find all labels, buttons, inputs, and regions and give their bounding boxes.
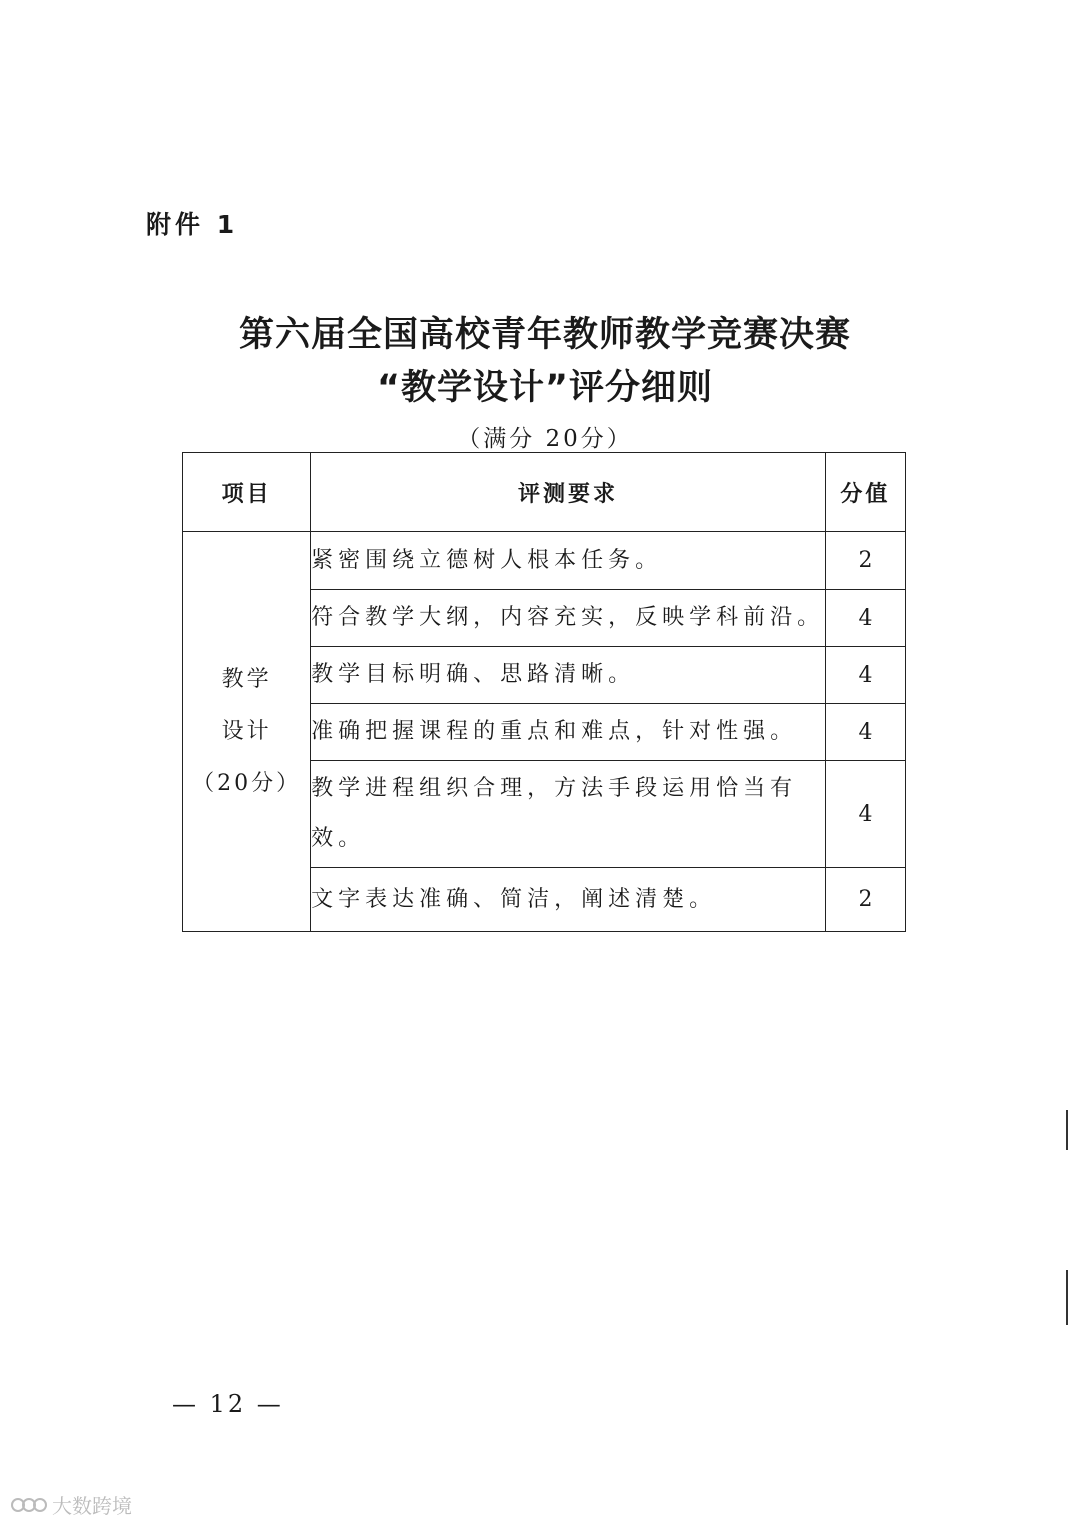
header-item: 项目 (183, 453, 311, 532)
document-title-line1: 第六届全国高校青年教师教学竞赛决赛 (238, 315, 851, 355)
table-header-row (183, 453, 906, 532)
score-cell: 4 (825, 590, 905, 647)
criteria-cell: 文字表达准确、简洁，阐述清楚。 (311, 868, 826, 932)
scoring-rubric-table (182, 452, 906, 932)
item-line: 设计 (221, 718, 272, 744)
header-criteria: 评测要求 (311, 453, 826, 532)
document-subtitle: （满分 20分） (457, 426, 633, 452)
document-title-line2: “教学设计”评分细则 (376, 368, 713, 408)
criteria-cell: 教学目标明确、思路清晰。 (311, 647, 826, 704)
criteria-cell: 符合教学大纲，内容充实，反映学科前沿。 (311, 590, 826, 647)
watermark-text: 大数跨境 (52, 1494, 132, 1518)
header-score: 分值 (825, 453, 905, 532)
item-line: 教学 (221, 666, 272, 692)
scan-edge-mark (1066, 1270, 1068, 1325)
score-cell: 2 (825, 532, 905, 590)
watermark-logo-icon (10, 1493, 48, 1517)
attachment-label: 附件 1 (146, 210, 239, 239)
criteria-cell: 紧密围绕立德树人根本任务。 (311, 532, 826, 590)
item-line: （20分） (192, 770, 302, 796)
score-cell: 4 (825, 647, 905, 704)
score-cell: 4 (825, 704, 905, 761)
score-cell: 2 (825, 868, 905, 932)
criteria-cell: 准确把握课程的重点和难点，针对性强。 (311, 704, 826, 761)
table-row (183, 532, 906, 590)
criteria-cell: 教学进程组织合理，方法手段运用恰当有效。 (311, 761, 826, 868)
scan-edge-mark (1066, 1110, 1068, 1150)
page-number: — 12 — (172, 1390, 284, 1418)
item-cell (183, 532, 311, 932)
score-cell: 4 (825, 761, 905, 868)
watermark (10, 1490, 132, 1519)
